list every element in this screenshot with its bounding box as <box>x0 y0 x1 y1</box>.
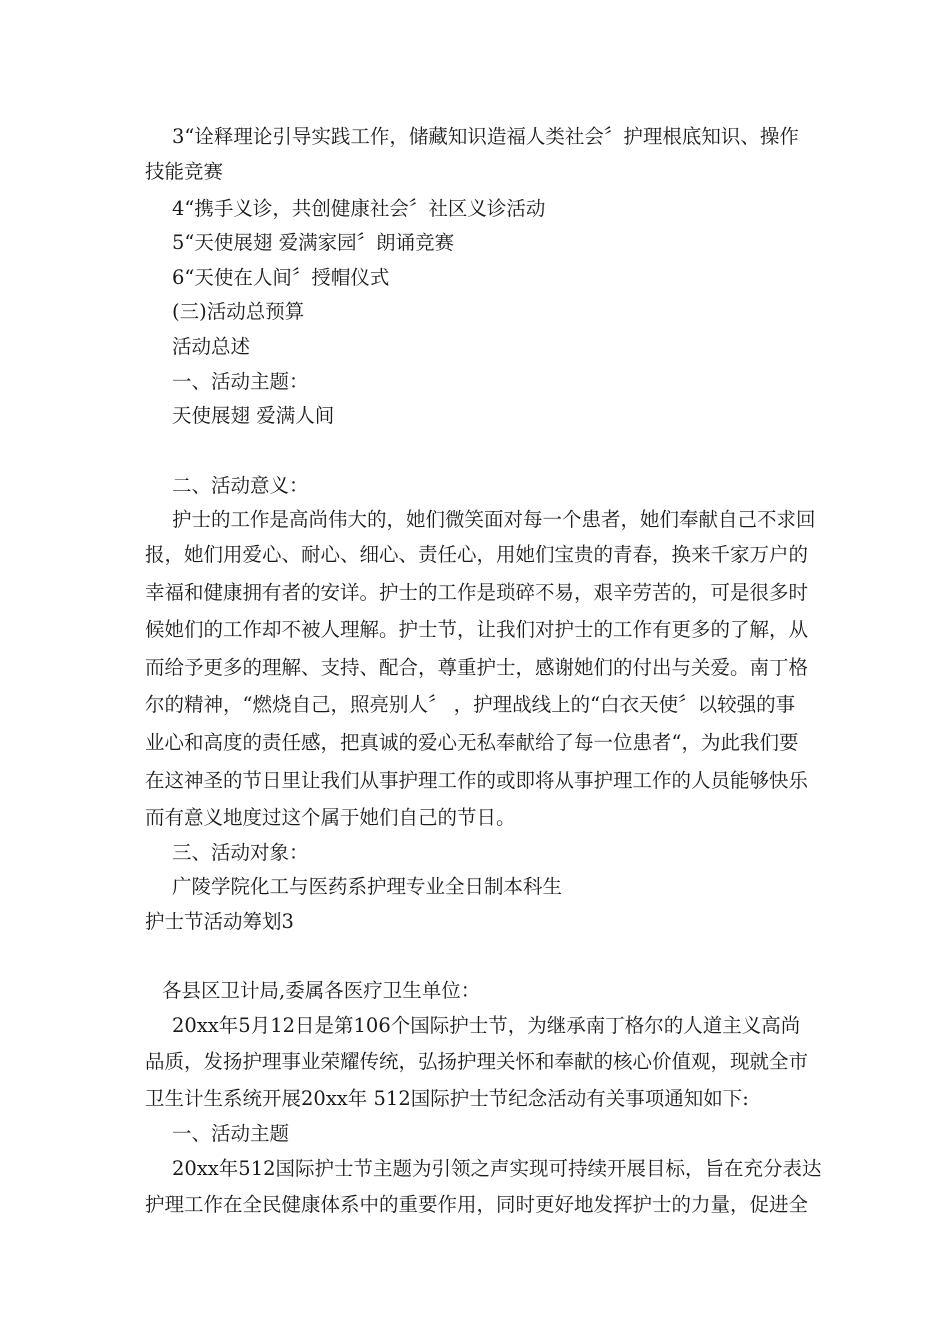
text-line: 幸福和健康拥有者的安详。护士的工作是琐碎不易，艰辛劳苦的，可是很多时 <box>145 581 809 604</box>
text-line: 业心和高度的责任感，把真诚的爱心无私奉献给了每一位患者“，为此我们要 <box>145 731 799 754</box>
salutation: 各县区卫计局,委属各医疗卫生单位： <box>162 979 481 1002</box>
text-line: 20xx年5月12日是第106个国际护士节，为继承南丁格尔的人道主义高尚 <box>172 1014 801 1037</box>
text-line: 天使展翅 爱满人间 <box>172 404 335 427</box>
text-line: 护士的工作是高尚伟大的，她们微笑面对每一个患者，她们奉献自己不求回 <box>172 508 816 531</box>
text-line: 而有意义地度过这个属于她们自己的节日。 <box>145 806 516 829</box>
text-line: 候她们的工作却不被人理解。护士节，让我们对护士的工作有更多的了解，从 <box>145 618 809 641</box>
text-line: 4“携手义诊，共创健康社会〞社区义诊活动 <box>172 197 546 220</box>
text-line: 报，她们用爱心、耐心、细心、责任心，用她们宝贵的青春，换来千家万户的 <box>145 543 809 566</box>
text-line: 护理工作在全民健康体系中的重要作用，同时更好地发挥护士的力量，促进全 <box>145 1193 809 1216</box>
text-line: 3“诠释理论引导实践工作，储藏知识造福人类社会〞护理根底知识、操作 <box>172 125 799 148</box>
text-line: 而给予更多的理解、支持、配合，尊重护士，感谢她们的付出与关爱。南丁格 <box>145 656 809 679</box>
text-line: 活动总述 <box>172 335 251 358</box>
section-heading: 二、活动意义： <box>172 474 309 497</box>
text-line: 尔的精神，“燃烧自己，照亮别人〞 ，护理战线上的“白衣天使〞以较强的事 <box>145 693 796 716</box>
text-line: 卫生计生系统开展20xx年 512国际护士节纪念活动有关事项通知如下: <box>145 1087 749 1110</box>
document-title: 护士节活动筹划3 <box>145 910 294 933</box>
text-line: 在这神圣的节日里让我们从事护理工作的或即将从事护理工作的人员能够快乐 <box>145 769 809 792</box>
section-heading: 一、活动主题 <box>172 1122 290 1145</box>
text-line: 5“天使展翅 爱满家园〞朗诵竞赛 <box>172 231 455 254</box>
text-line: 技能竞赛 <box>145 160 224 183</box>
text-line: 20xx年512国际护士节主题为引领之声实现可持续开展目标，旨在充分表达 <box>172 1157 822 1180</box>
text-line: (三)活动总预算 <box>172 300 305 323</box>
text-line: 一、活动主题： <box>172 370 309 393</box>
text-line: 广陵学院化工与医药系护理专业全日制本科生 <box>172 875 563 898</box>
text-line: 品质，发扬护理事业荣耀传统，弘扬护理关怀和奉献的核心价值观，现就全市 <box>145 1050 809 1073</box>
text-line: 6“天使在人间〞授帽仪式 <box>172 266 390 289</box>
section-heading: 三、活动对象： <box>172 841 309 864</box>
